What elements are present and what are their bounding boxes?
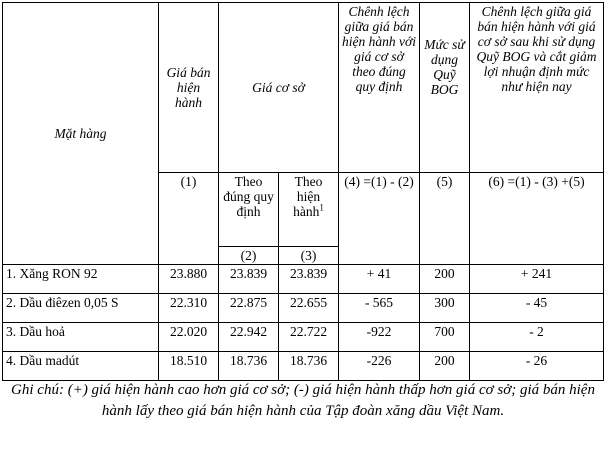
row-muc-su-dung: 200 — [420, 352, 470, 381]
footnote: Ghi chú: (+) giá hiện hành cao hơn giá cơ sở; (-) giá hiện hành thấp hơn giá cơ sở; giá bán hiện hành lấy theo giá bán hiện hành của Tập đoàn xăng dầu Việt Nam. — [11, 382, 595, 419]
subheader-col6: (6) =(1) - (3) +(5) — [470, 173, 604, 265]
footnote-marker: 1 — [319, 202, 324, 213]
row-name: 3. Dầu hoả — [3, 323, 159, 352]
header-gia-ban: Giá bán hiện hành — [159, 3, 219, 173]
row-theo-hien-hanh: 18.736 — [279, 352, 339, 381]
row-theo-quy-dinh: 22.875 — [219, 294, 279, 323]
row-gia-ban: 18.510 — [159, 352, 219, 381]
header-chenh-lech-sau: Chênh lệch giữa giá bán hiện hành với giá cơ sở sau khi sử dụng Quỹ BOG và cắt giảm lợi nhuận định mức như hiện nay — [470, 3, 604, 173]
row-muc-su-dung: 300 — [420, 294, 470, 323]
row-theo-quy-dinh: 22.942 — [219, 323, 279, 352]
subheader-col3: (3) — [279, 247, 339, 265]
subheader-col1: (1) — [159, 173, 219, 265]
subheader-theo-hien-hanh — [279, 173, 339, 247]
header-chenh-lech: Chênh lệch giữa giá bán hiện hành với giá cơ sở theo đúng quy định — [339, 3, 420, 173]
row-theo-hien-hanh: 22.722 — [279, 323, 339, 352]
row-chenh-lech: - 565 — [339, 294, 420, 323]
row-gia-ban: 22.020 — [159, 323, 219, 352]
subheader-theo-hien-hanh-text: Theo hiện hành — [293, 174, 323, 219]
row-chenh-lech-sau: - 26 — [470, 352, 604, 381]
subheader-col5: (5) — [420, 173, 470, 265]
table-row — [3, 352, 604, 381]
subheader-col4: (4) =(1) - (2) — [339, 173, 420, 265]
row-chenh-lech: -226 — [339, 352, 420, 381]
header-mat-hang: Mặt hàng — [3, 3, 159, 265]
table-row — [3, 323, 604, 352]
row-name: 2. Dầu điêzen 0,05 S — [3, 294, 159, 323]
row-gia-ban: 22.310 — [159, 294, 219, 323]
row-muc-su-dung: 200 — [420, 265, 470, 294]
row-chenh-lech-sau: - 2 — [470, 323, 604, 352]
row-name: 4. Dầu madút — [3, 352, 159, 381]
row-chenh-lech-sau: + 241 — [470, 265, 604, 294]
table-row — [3, 294, 604, 323]
row-theo-quy-dinh: 18.736 — [219, 352, 279, 381]
price-comparison-table — [2, 2, 604, 381]
subheader-col2: (2) — [219, 247, 279, 265]
row-chenh-lech: -922 — [339, 323, 420, 352]
subheader-theo-quy-dinh: Theo đúng quy định — [219, 173, 279, 247]
row-chenh-lech-sau: - 45 — [470, 294, 604, 323]
row-gia-ban: 23.880 — [159, 265, 219, 294]
row-muc-su-dung: 700 — [420, 323, 470, 352]
header-gia-co-so: Giá cơ sở — [219, 3, 339, 173]
header-muc-su-dung: Mức sử dụng Quỹ BOG — [420, 3, 470, 173]
row-theo-hien-hanh: 23.839 — [279, 265, 339, 294]
table-row — [3, 265, 604, 294]
row-name: 1. Xăng RON 92 — [3, 265, 159, 294]
row-chenh-lech: + 41 — [339, 265, 420, 294]
row-theo-hien-hanh: 22.655 — [279, 294, 339, 323]
row-theo-quy-dinh: 23.839 — [219, 265, 279, 294]
